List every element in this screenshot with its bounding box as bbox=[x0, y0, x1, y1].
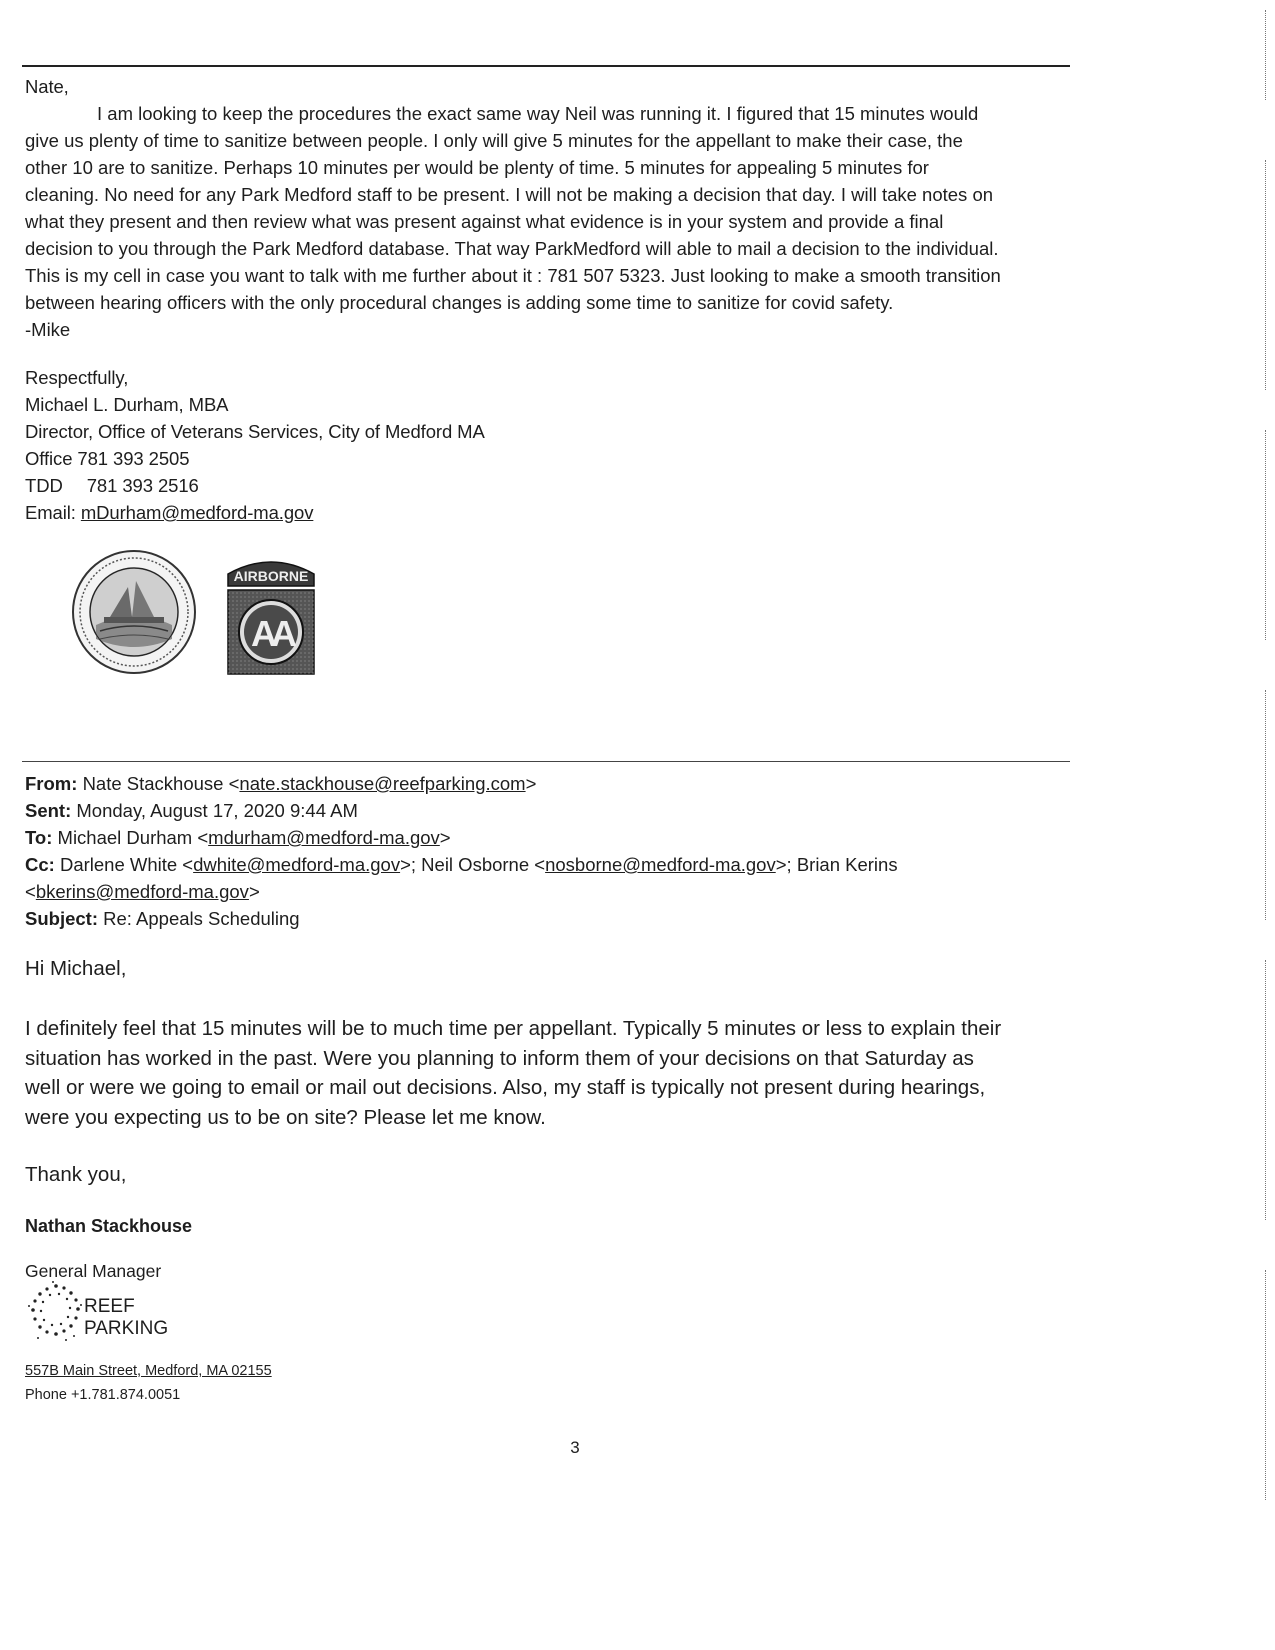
scan-edge-mark bbox=[1265, 690, 1267, 920]
cc-3-name: Brian Kerins bbox=[796, 854, 898, 875]
reply-line: were you expecting us to be on site? Please let me know. bbox=[25, 1105, 546, 1129]
body-line: other 10 are to sanitize. Perhaps 10 minutes per would be plenty of time. 5 minutes for appealing 5 minutes for bbox=[25, 157, 929, 178]
header-to: To: Michael Durham <mdurham@medford-ma.gov> bbox=[25, 827, 451, 848]
sent-value: Monday, August 17, 2020 9:44 AM bbox=[76, 800, 358, 821]
upper-email-body bbox=[25, 100, 1115, 343]
reply-line: well or were we going to email or mail out decisions. Also, my staff is typically not present during hearings, bbox=[25, 1076, 986, 1099]
email-label: Email: bbox=[25, 502, 76, 523]
body-line: what they present and then review what was present against what evidence is in your system and provide a final bbox=[25, 211, 944, 232]
body-line: between hearing officers with the only procedural changes is adding some time to sanitize for covid safety. bbox=[25, 292, 894, 313]
airborne-badge-icon bbox=[224, 552, 318, 678]
signature-title: Director, Office of Veterans Services, City of Medford MA bbox=[25, 421, 485, 442]
top-divider bbox=[22, 65, 1070, 67]
subject-value: Re: Appeals Scheduling bbox=[103, 908, 300, 929]
body-line: cleaning. No need for any Park Medford staff to be present. I will not be making a decision that day. I will take notes on bbox=[25, 184, 994, 205]
lower-email-closing: Thank you, bbox=[25, 1163, 127, 1186]
signature-email bbox=[25, 499, 313, 526]
sign-short: -Mike bbox=[25, 319, 71, 340]
from-name: Nate Stackhouse bbox=[82, 773, 224, 794]
signature-name: Michael L. Durham, MBA bbox=[25, 394, 229, 415]
body-line: This is my cell in case you want to talk with me further about it : 781 507 5323. Just looking to make a smooth transition bbox=[25, 265, 1001, 286]
signature-office-phone: Office 781 393 2505 bbox=[25, 448, 190, 469]
header-cc-continued: <bkerins@medford-ma.gov> bbox=[25, 881, 260, 902]
reply-line: situation has worked in the past. Were you planning to inform them of your decisions on that Saturday as bbox=[25, 1046, 974, 1070]
sent-label: Sent: bbox=[25, 800, 72, 821]
forward-divider bbox=[22, 761, 1070, 762]
sender-name bbox=[25, 1213, 192, 1240]
header-from: From: Nate Stackhouse <nate.stackhouse@reefparking.com> bbox=[25, 773, 537, 794]
subject-label: Subject: bbox=[25, 908, 98, 929]
sender-phone: Phone +1.781.874.0051 bbox=[25, 1387, 181, 1403]
to-email-link[interactable]: mdurham@medford-ma.gov bbox=[208, 827, 440, 848]
scan-edge-mark bbox=[1265, 960, 1267, 1220]
scan-edge-mark bbox=[1265, 1270, 1267, 1500]
lower-email-greeting: Hi Michael, bbox=[25, 957, 127, 980]
body-line: decision to you through the Park Medford database. That way ParkMedford will able to mail a decision to the individual. bbox=[25, 238, 999, 259]
signature-tdd bbox=[25, 472, 199, 499]
reef-parking-logo-icon bbox=[26, 1280, 86, 1344]
sender-address bbox=[25, 1362, 272, 1380]
reef-logo-text-1: REEF bbox=[84, 1296, 135, 1317]
sender-name-text: Nathan Stackhouse bbox=[25, 1216, 193, 1236]
cc-3-email-link[interactable]: bkerins@medford-ma.gov bbox=[35, 881, 249, 902]
cc-2-email-link[interactable]: nosborne@medford-ma.gov bbox=[545, 854, 776, 875]
body-line: give us plenty of time to sanitize between people. I only will give 5 minutes for the appellant to make their case, the bbox=[25, 130, 963, 151]
scan-edge-mark bbox=[1265, 10, 1267, 100]
body-line: I am looking to keep the procedures the exact same way Neil was running it. I figured that 15 minutes would bbox=[97, 103, 979, 124]
cc-2-name: Neil Osborne bbox=[421, 854, 530, 875]
from-email-link[interactable]: nate.stackhouse@reefparking.com bbox=[239, 773, 526, 794]
signature-closing: Respectfully, bbox=[25, 367, 129, 388]
cc-1-name: Darlene White bbox=[59, 854, 178, 875]
cc-label: Cc: bbox=[25, 854, 55, 875]
address-link[interactable]: 557B Main Street, Medford, MA 02155 bbox=[25, 1363, 272, 1379]
header-sent bbox=[25, 797, 358, 824]
badge-letters: AA bbox=[251, 613, 291, 654]
scan-edge-mark bbox=[1265, 160, 1267, 390]
to-name: Michael Durham bbox=[57, 827, 193, 848]
sender-title: General Manager bbox=[25, 1261, 162, 1281]
signature-email-link[interactable]: mDurham@medford-ma.gov bbox=[80, 502, 314, 523]
header-subject bbox=[25, 905, 300, 932]
page-number: 3 bbox=[570, 1438, 580, 1457]
cc-1-email-link[interactable]: dwhite@medford-ma.gov bbox=[193, 854, 401, 875]
header-cc: Cc: Darlene White <dwhite@medford-ma.gov>; Neil Osborne <nosborne@medford-ma.gov>; Brian Kerins bbox=[25, 854, 898, 875]
tdd-label: TDD bbox=[25, 475, 63, 496]
to-label: To: bbox=[25, 827, 53, 848]
lower-email-body bbox=[25, 1014, 1001, 1132]
reply-line: I definitely feel that 15 minutes will be to much time per appellant. Typically 5 minutes or less to explain their bbox=[25, 1017, 1002, 1040]
tdd-number: 781 393 2516 bbox=[86, 475, 199, 496]
badge-text: AIRBORNE bbox=[233, 568, 309, 584]
city-seal-icon bbox=[70, 547, 198, 677]
salutation: Nate, bbox=[25, 76, 69, 97]
from-label: From: bbox=[25, 773, 78, 794]
scan-edge-mark bbox=[1265, 430, 1267, 640]
reef-logo-text-2: PARKING bbox=[84, 1318, 169, 1339]
